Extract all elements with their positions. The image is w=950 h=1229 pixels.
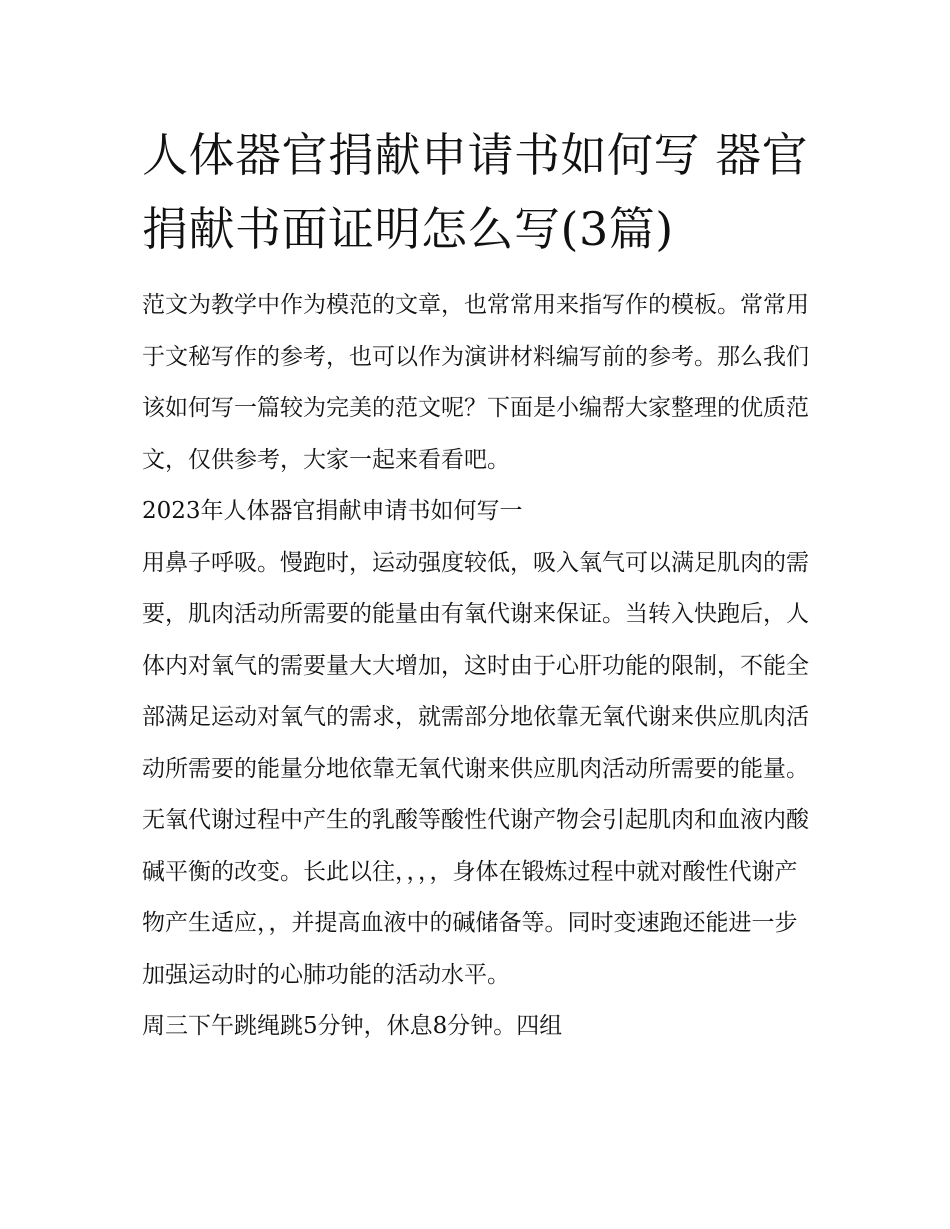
document-title: 人体器官捐献申请书如何写 器官捐献书面证明怎么写(3篇) bbox=[142, 128, 809, 256]
section-heading: 2023年人体器官捐献申请书如何写一 bbox=[142, 498, 523, 524]
closing-line: 周三下午跳绳跳5分钟，休息8分钟。四组 bbox=[142, 1013, 563, 1039]
intro-paragraph: 范文为教学中作为模范的文章，也常常用来指写作的模板。常常用于文秘写作的参考，也可以作为演讲材料编写前的参考。那么我们该如何写一篇较为完美的范文呢？下面是小编帮大家整理的优质范文，仅供参考，大家一起来看看吧。 bbox=[142, 292, 809, 473]
body-paragraph: 用鼻子呼吸。慢跑时，运动强度较低，吸入氧气可以满足肌肉的需要，肌肉活动所需要的能量由有氧代谢来保证。当转入快跑后，人体内对氧气的需要量大大增加，这时由于心肝功能的限制，不能全部满足运动对氧气的需求，就需部分地依靠无氧代谢来供应肌肉活动所需要的能量分地依靠无氧代谢来供应肌肉活动所需要的能量。无氧代谢过程中产生的乳酸等酸性代谢产物会引起肌肉和血液内酸碱平衡的改变。长此以往，，，，身体在锻炼过程中就对酸性代谢产物产生适应，，并提高血液中的碱储备等。同时变速跑还能进一步加强运动时的心肺功能的活动水平。 bbox=[142, 549, 809, 988]
document-content bbox=[142, 118, 814, 1053]
